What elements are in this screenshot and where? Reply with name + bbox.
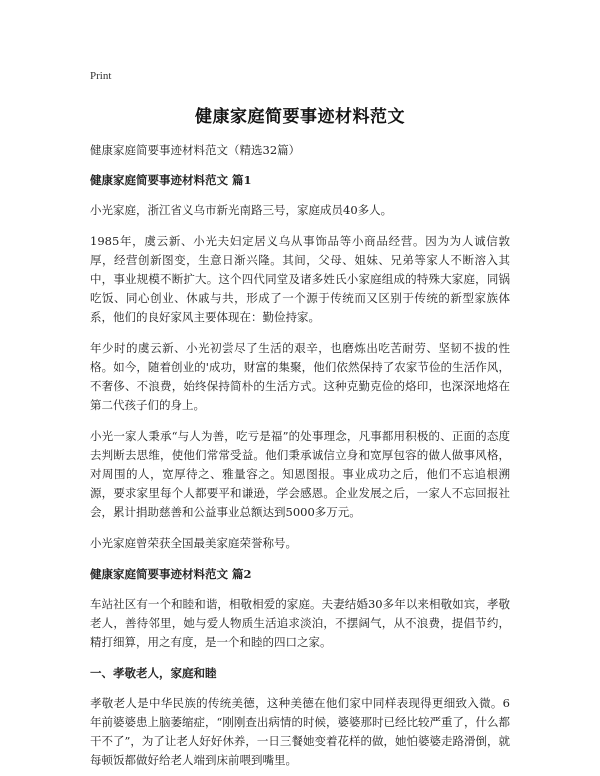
section-3 bbox=[90, 664, 510, 770]
section-heading: 健康家庭简要事迹材料范文 篇1 bbox=[90, 173, 252, 187]
paragraph: 小光一家人秉承“与人为善，吃亏是福”的处事理念，凡事都用积极的、正面的态度去判断去思维，使他们常常受益。他们秉承诚信立身和宽厚包容的做人做事风格，对周围的人，宽厚待之、雅量容之。知恩图报。事业成功之后，他们不忘追根溯源，要求家里每个人都要平和谦逊，学会感恩。企业发展之后，一家人不忘回报社会，累计捐助慈善和公益事业总额达到5000多万元。 bbox=[90, 429, 510, 519]
paragraph: 1985年，虞云新、小光夫妇定居义乌从事饰品等小商品经营。因为为人诚信敦厚，经营创新图变，生意日渐兴隆。其间，父母、姐妹、兄弟等家人不断溶入其中，事业规模不断扩大。这个四代同堂及诸多姓氏小家庭组成的特殊大家庭，同锅吃饭、同心创业、休戚与共，形成了一个源于传统而又区别于传统的新型家族体系，他们的良好家风主要体现在：勤俭持家。 bbox=[90, 234, 510, 324]
section-2 bbox=[90, 565, 510, 652]
paragraph: 小光家庭曾荣获全国最美家庭荣誉称号。 bbox=[90, 536, 297, 550]
paragraph: 车站社区有一个和睦和谐，相敬相爱的家庭。夫妻结婚30多年以来相敬如宾，孝敬老人，善待邻里，她与爱人物质生活追求淡泊，不摆阔气，从不浪费，提倡节约，精打细算，用之有度，是一个和睦的四口之家。 bbox=[90, 597, 510, 649]
section-heading: 一、孝敬老人，家庭和睦 bbox=[90, 666, 217, 680]
document-subtitle: 健康家庭简要事迹材料范文（精选32篇） bbox=[90, 143, 301, 157]
print-label: Print bbox=[90, 70, 112, 82]
paragraph: 孝敬老人是中华民族的传统美德，这种美德在他们家中同样表现得更细致入微。6年前婆婆患上脑萎缩症，“刚刚查出病情的时候，婆婆那时已经比较严重了，什么都干不了”，为了让老人好好休养，一日三餐她变着花样的做，她怕婆婆走路滑倒，就每顿饭都做好给老人端到床前喂到嘴里。 bbox=[90, 696, 510, 767]
document-title: 健康家庭简要事迹材料范文 bbox=[195, 107, 405, 127]
section-1 bbox=[90, 171, 510, 553]
paragraph: 小光家庭，浙江省义乌市新光南路三号，家庭成员40多人。 bbox=[90, 203, 393, 217]
paragraph: 年少时的虞云新、小光初尝尽了生活的艰辛，也磨炼出吃苦耐劳、坚韧不拔的性格。如今，随着创业的'成功，财富的集聚，他们依然保持了农家节俭的生活作风，不奢侈、不浪费，始终保持简朴的生活方式。这种克勤克俭的烙印，也深深地烙在第二代孩子们的身上。 bbox=[90, 341, 510, 412]
section-heading: 健康家庭简要事迹材料范文 篇2 bbox=[90, 567, 252, 581]
